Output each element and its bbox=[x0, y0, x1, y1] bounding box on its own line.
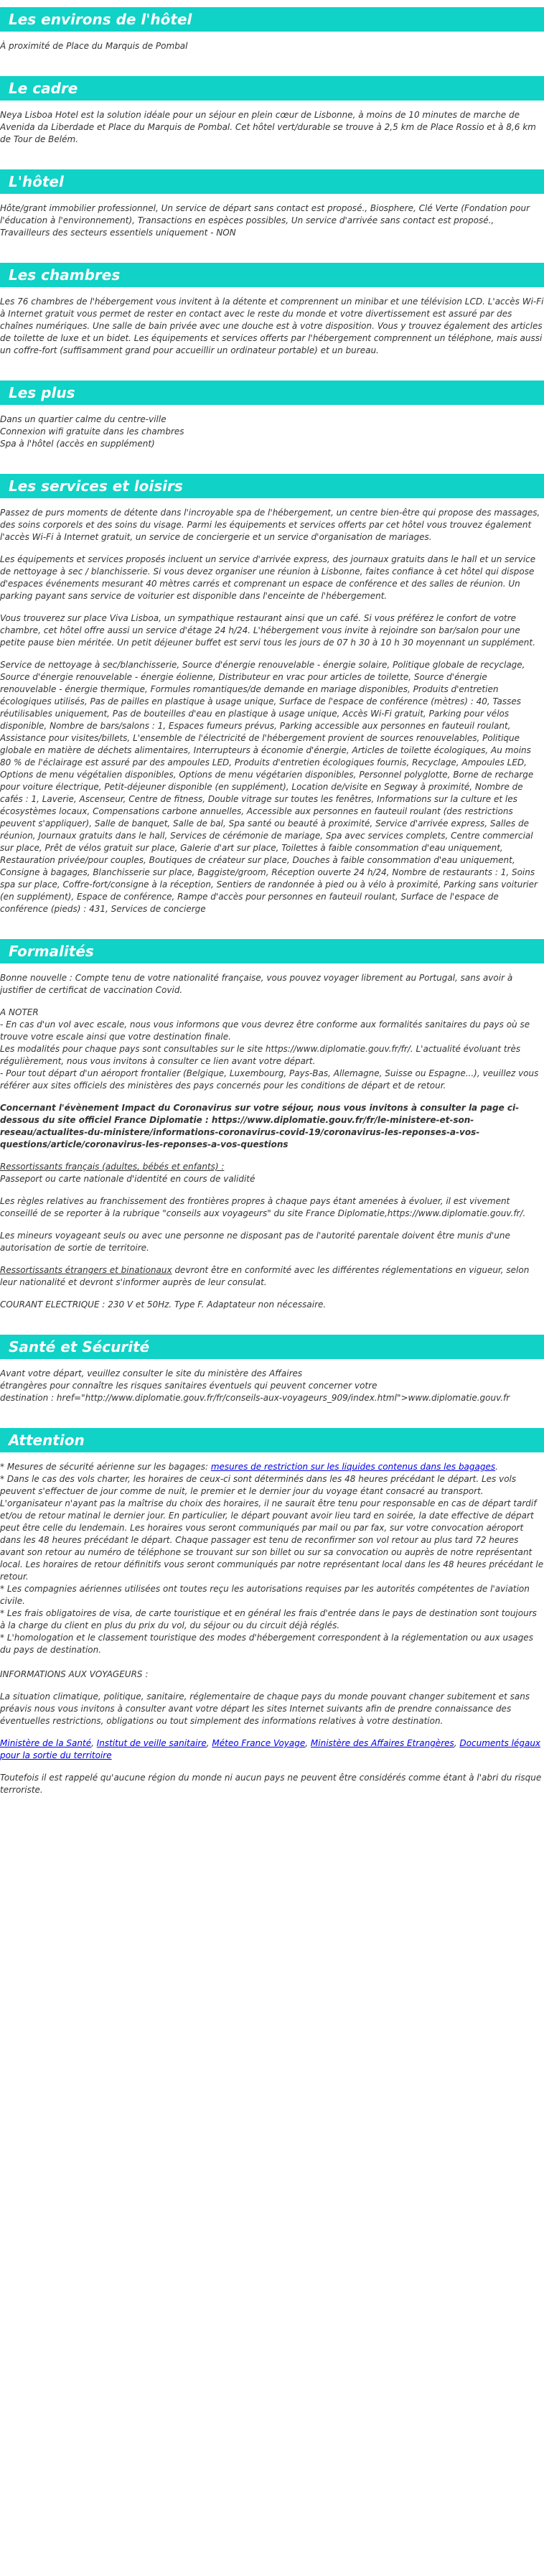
hotel-text: Hôte/grant immobilier professionnel, Un service de départ sans contact est proposé., Biosphere, Clé Verte (Fondation pour l'éducation à l'environnement), Transactions en espèces possibles, Un service d'arrivée sans contact est proposé., Travailleurs des secteurs essentiels uniquement - NON bbox=[0, 203, 530, 238]
section-hotel bbox=[0, 169, 544, 239]
link-affaires-etrangeres[interactable]: Ministère des Affaires Etrangères bbox=[310, 1738, 454, 1748]
formalites-good-news: Bonne nouvelle : Compte tenu de votre nationalité française, vous pouvez voyager librement au Portugal, sans avoir à justifier de certificat de vaccination Covid. bbox=[0, 973, 513, 995]
formalites-note-line: - Pour tout départ d'un aéroport frontalier (Belgique, Luxembourg, Pays-Bas, Allemagne, Suisse ou Espagne...), veuillez vous référer aux sites officiels des ministères des pays concernés pour les conditions de départ et de retour. bbox=[0, 1068, 539, 1091]
section-title-chambres: Les chambres bbox=[9, 266, 121, 284]
section-header-chambres bbox=[0, 263, 544, 287]
formalites-etrangers-label: Ressortissants étrangers et binationaux bbox=[0, 1265, 172, 1275]
section-title-attention: Attention bbox=[9, 1432, 85, 1449]
formalites-coronavirus-notice: Concernant l'évènement Impact du Coronavirus sur votre séjour, nous vous invitons à consulter la page ci-dessous du site officiel France Diplomatie : https://www.diplomatie.gouv.fr/fr/le-ministere-et-son-reseau/actualites-du-ministere/informations-coronavirus-covid-19/coronavirus-les-reponses-a-vos-questions/article/coronavirus-les-reponses-a-vos-questions bbox=[0, 1103, 520, 1149]
section-chambres bbox=[0, 263, 544, 357]
formalites-note-line: - En cas d'un vol avec escale, nous vous informons que vous devrez être conforme aux formalités sanitaires du pays où se trouve votre escale ainsi que votre destination finale. bbox=[0, 1019, 530, 1042]
formalites-etrangers-text: devront être en conformité avec les différentes réglementations en vigueur, selon leur nationalité et devront s'informer auprès de leur consulat. bbox=[0, 1265, 530, 1287]
section-header-hotel bbox=[0, 169, 544, 194]
section-header-attention bbox=[0, 1428, 544, 1452]
link-separator: , bbox=[454, 1738, 460, 1748]
formalites-fr-text: Passeport ou carte nationale d'identité en cours de validité bbox=[0, 1174, 255, 1184]
section-environs bbox=[0, 7, 544, 52]
sante-line: étrangères pour connaître les risques sanitaires éventuels qui peuvent concerner votre bbox=[0, 1381, 377, 1391]
formalites-note-heading: A NOTER bbox=[0, 1007, 39, 1017]
plus-item: Spa à l'hôtel (accès en supplément) bbox=[0, 439, 155, 449]
attention-measures-prefix: * Mesures de sécurité aérienne sur les bagages: bbox=[0, 1462, 211, 1472]
environs-text: À proximité de Place du Marquis de Pombal bbox=[0, 41, 188, 51]
attention-measures-suffix: . bbox=[495, 1462, 498, 1472]
attention-situation: La situation climatique, politique, sanitaire, réglementaire de chaque pays du monde pouvant changer subitement et sans préavis nous vous invitons à consulter avant votre départ les sites Internet suivants afin de prendre connaissance des éventuelles restrictions, obligations ou tout simplement des informations relatives à votre destination. bbox=[0, 1691, 530, 1726]
cadre-text: Neya Lisboa Hotel est la solution idéale pour un séjour en plein cœur de Lisbonne, à moins de 10 minutes de marche de Avenida da Liberdade et Place du Marquis de Pombal. Cet hôtel vert/durable se trouve à 2,5 km de Place Rossio et à 8,6 km de Tour de Belém. bbox=[0, 110, 536, 144]
formalites-mineurs: Les mineurs voyageant seuls ou avec une personne ne disposant pas de l'autorité parentale doivent être munis d'une autorisation de sortie de territoire. bbox=[0, 1231, 510, 1253]
section-cadre bbox=[0, 76, 544, 146]
services-paragraph: Vous trouverez sur place Viva Lisboa, un sympathique restaurant ainsi que un café. Si vous préférez le confort de votre chambre, cet hôtel offre aussi un service d'étage 24 h/24. L'hébergement vous invite à rejoindre son bar/salon pour une petite pause bien méritée. Un petit déjeuner buffet est servi tous les jours de 07 h 30 à 10 h 30 moyennant un supplément. bbox=[0, 613, 535, 648]
formalites-fr-label: Ressortissants français (adultes, bébés et enfants) : bbox=[0, 1162, 225, 1172]
formalites-etrangers bbox=[0, 1264, 544, 1289]
services-paragraph: Les équipements et services proposés incluent un service d'arrivée express, des journaux gratuits dans le hall et un service de nettoyage à sec / blanchisserie. Si vous devez organiser une réunion à Lisbonne, faites confiance à cet hôtel qui dispose d'espaces événements mesurant 40 mètres carrés et comprenant un espace de conférence et des salles de réunion. Un parking payant sans service de voiturier est disponible dans l'enceinte de l'hébergement. bbox=[0, 554, 536, 601]
section-title-cadre: Le cadre bbox=[9, 80, 78, 97]
link-ministere-sante[interactable]: Ministère de la Santé bbox=[0, 1738, 92, 1748]
sante-line: destination : href="http://www.diplomatie.gouv.fr/fr/conseils-aux-voyageurs_909/index.html">www.diplomatie.gouv.fr bbox=[0, 1393, 510, 1403]
plus-item: Connexion wifi gratuite dans les chambres bbox=[0, 426, 184, 437]
link-veille-sanitaire[interactable]: Institut de veille sanitaire bbox=[96, 1738, 207, 1748]
section-title-environs: Les environs de l'hôtel bbox=[9, 11, 192, 28]
attention-links bbox=[0, 1737, 544, 1762]
sante-line: Avant votre départ, veuillez consulter le site du ministère des Affaires bbox=[0, 1368, 303, 1378]
section-title-sante: Santé et Sécurité bbox=[9, 1338, 150, 1355]
section-title-formalites: Formalités bbox=[9, 943, 94, 960]
services-paragraph: Passez de purs moments de détente dans l'incroyable spa de l'hébergement, un centre bien-être qui propose des massages, des soins corporels et des soins du visage. Parmi les équipements et services offerts par cet hôtel vous trouvez également l'accès Wi-Fi à Internet gratuit, un service de conciergerie et un service d'organisation de mariages. bbox=[0, 508, 540, 542]
link-separator: , bbox=[91, 1738, 97, 1748]
section-sante bbox=[0, 1335, 544, 1404]
attention-measures bbox=[0, 1461, 544, 1473]
attention-final: Toutefois il est rappelé qu'aucune région du monde ni aucun pays ne peuvent être considérés comme étant à l'abri du risque terroriste. bbox=[0, 1773, 542, 1795]
formalites-courant: COURANT ELECTRIQUE : 230 V et 50Hz. Type F. Adaptateur non nécessaire. bbox=[0, 1299, 327, 1310]
section-header-plus bbox=[0, 381, 544, 405]
section-title-plus: Les plus bbox=[9, 384, 75, 401]
section-formalites bbox=[0, 939, 544, 1311]
attention-info-label: INFORMATIONS AUX VOYAGEURS : bbox=[0, 1669, 149, 1679]
section-attention bbox=[0, 1428, 544, 1796]
link-separator: , bbox=[305, 1738, 311, 1748]
attention-homologation: * L'homologation et le classement touristique des modes d'hébergement correspondent à la réglementation ou aux usages du pays de destination. bbox=[0, 1633, 533, 1655]
section-plus bbox=[0, 381, 544, 450]
liquids-restriction-link[interactable]: mesures de restriction sur les liquides contenus dans les bagages bbox=[210, 1462, 496, 1472]
formalites-regles: Les règles relatives au franchissement des frontières propres à chaque pays étant amenées à évoluer, il est vivement conseillé de se reporter à la rubrique "conseils aux voyageurs" du site France Diplomatie,https://www.diplomatie.gouv.fr/. bbox=[0, 1196, 526, 1218]
section-services bbox=[0, 474, 544, 915]
formalites-note-line: Les modalités pour chaque pays sont consultables sur le site https://www.diplomatie.gouv.fr/fr/. L'actualité évoluant très régulièrement, nous vous invitons à consulter ce lien avant votre départ. bbox=[0, 1044, 521, 1066]
section-header-services bbox=[0, 474, 544, 498]
link-meteo-france[interactable]: Méteo France Voyage bbox=[212, 1738, 306, 1748]
attention-compagnies: * Les compagnies aériennes utilisées ont toutes reçu les autorisations requises par les autorités compétentes de l'aviation civile. bbox=[0, 1584, 530, 1606]
attention-charter: * Dans le cas des vols charter, les horaires de ceux-ci sont déterminés dans les 48 heures précédant le départ. Les vols peuvent s'effectuer de jour comme de nuit, le premier et le dernier jour du voyage étant consacré au transport. L'organisateur n'ayant pas la maîtrise du choix des horaires, il ne saurait être tenu pour responsable en cas de départ tardif et/ou de retour matinal le dernier jour. En particulier, le départ pouvant avoir lieu tard en soirée, la date effective de départ peut être celle du lendemain. Les horaires vous seront communiqués par mail ou par fax, sur votre convocation aéroport dans les 48 heures précédant le départ. Chaque passager est tenu de reconfirmer son vol retour au plus tard 72 heures avant son retour au numéro de téléphone se trouvant sur son billet ou sur sa convocation ou auprès de notre représentant local. Les horaires de retour définitifs vous seront communiqués par notre représentant local dans les 48 heures précédant le retour. bbox=[0, 1474, 544, 1582]
services-amenities-list: Service de nettoyage à sec/blanchisserie, Source d'énergie renouvelable - énergie solaire, Politique globale de recyclage, Source d'énergie renouvelable - énergie éolienne, Distributeur en vrac pour articles de toilette, Source d'énergie renouvelable - énergie thermique, Formules romantiques/de demande en mariage disponibles, Produits d'entretien écologiques utilisés, Pas de pailles en plastique à usage unique, Surface de l'espace de conférence (mètres) : 40, Tasses réutilisables uniquement, Pas de bouteilles d'eau en plastique à usage unique, Accès Wi-Fi gratuit, Parking pour vélos disponible, Nombre de bars/salons : 1, Espaces fumeurs prévus, Parking accessible aux personnes en fauteuil roulant, Assistance pour visites/billets, L'ensemble de l'électricité de l'hébergement provient de sources renouvelables, Politique globale en matière de déchets alimentaires, Interrupteurs à économie d'énergie, Articles de toilette écologiques, Au moins 80 % de l'éclairage est assuré par des ampoules LED, Produits d'entretien écologiques fournis, Recyclage, Ampoules LED, Options de menu végétalien disponibles, Options de menu végétarien disponibles, Personnel polyglotte, Borne de recharge pour voiture électrique, Petit-déjeuner disponible (en supplément), Location de/visite en Segway à proximité, Nombre de cafés : 1, Laverie, Ascenseur, Centre de fitness, Double vitrage sur toutes les fenêtres, Informations sur la culture et les écosystèmes locaux, Compensations carbone annuelles, Accessible aux personnes en fauteuil roulant (des restrictions peuvent s'appliquer), Salle de banquet, Salle de bal, Spa santé ou beauté à proximité, Service d'arrivée express, Salles de réunion, Journaux gratuits dans le hall, Services de cérémonie de mariage, Spa avec services complets, Centre commercial sur place, Prêt de vélos gratuit sur place, Galerie d'art sur place, Toilettes à faible consommation d'eau uniquement, Restauration privée/pour couples, Boutiques de créateur sur place, Douches à faible consommation d'eau uniquement, Consigne à bagages, Blanchisserie sur place, Baggiste/groom, Réception ouverte 24 h/24, Nombre de restaurants : 1, Soins spa sur place, Coffre-fort/consigne à la réception, Sentiers de randonnée à pied ou à vélo à proximité, Parking sans voiturier (en supplément), Espace de conférence, Rampe d'accès pour personnes en fauteuil roulant, Surface de l'espace de conférence (pieds) : 431, Services de concierge bbox=[0, 660, 538, 914]
plus-item: Dans un quartier calme du centre-ville bbox=[0, 414, 167, 424]
section-title-services: Les services et loisirs bbox=[9, 477, 183, 495]
section-header-cadre bbox=[0, 76, 544, 101]
chambres-text: Les 76 chambres de l'hébergement vous invitent à la détente et comprennent un minibar et une télévision LCD. L'accès Wi-Fi à Internet gratuit vous permet de rester en contact avec le reste du monde et votre divertissement est assuré par des chaînes numériques. Une salle de bain privée avec une douche est à votre disposition. Vous y trouvez également des articles de toilette de luxe et un bidet. Les équipements et services offerts par l'hébergement comprennent un téléphone, mais aussi un coffre-fort (suffisamment grand pour accueillir un ordinateur portable) et un bureau. bbox=[0, 297, 544, 355]
section-title-hotel: L'hôtel bbox=[9, 173, 64, 190]
link-documents-legaux[interactable]: Documents légaux pour la sortie du territoire bbox=[0, 1738, 541, 1760]
section-header-environs bbox=[0, 7, 544, 32]
section-header-formalites bbox=[0, 939, 544, 963]
attention-frais: * Les frais obligatoires de visa, de carte touristique et en général les frais d'entrée dans le pays de destination sont toujours à la charge du client en plus du prix du vol, du séjour ou du circuit déjà réglés. bbox=[0, 1608, 537, 1630]
section-header-sante bbox=[0, 1335, 544, 1359]
link-separator: , bbox=[206, 1738, 212, 1748]
